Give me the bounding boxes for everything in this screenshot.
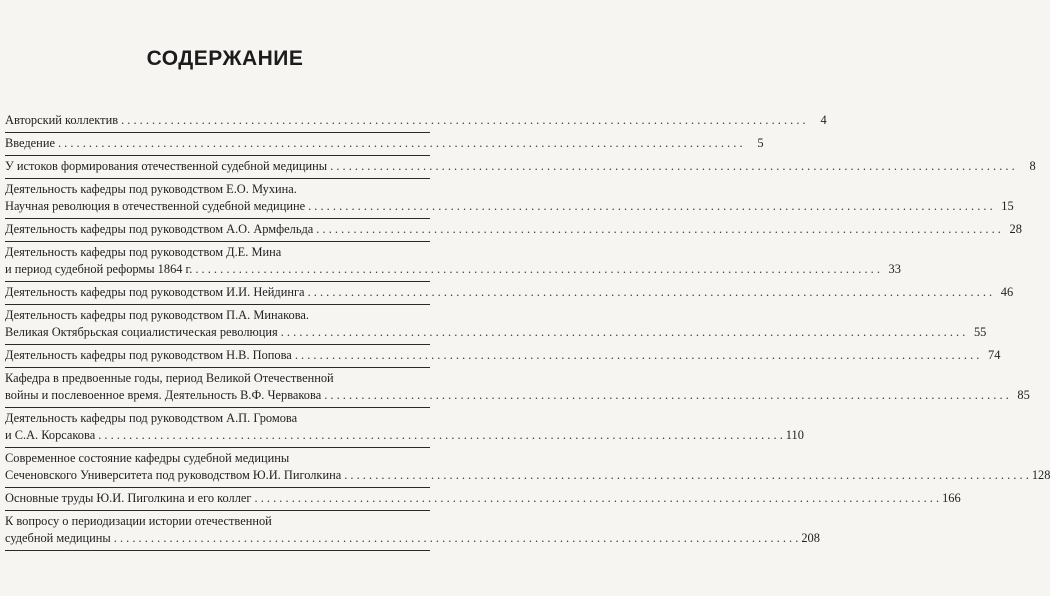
toc-entry-title: Современное состояние кафедры судебной медицины (5, 451, 290, 465)
toc-entry (5, 110, 827, 133)
toc-entry-line (5, 427, 804, 444)
toc-dot-leader (114, 530, 799, 547)
toc-dot-leader (308, 284, 993, 301)
toc-entry-line (5, 370, 430, 387)
toc-page-number: 208 (801, 531, 820, 545)
toc-entry-line (5, 198, 1014, 215)
toc-entry (5, 345, 1001, 368)
toc-entry-line (5, 513, 430, 530)
toc-page-number: 8 (1029, 159, 1036, 173)
toc-entry (5, 368, 1030, 408)
toc-dot-leader (295, 347, 980, 364)
toc-page-number: 46 (1000, 285, 1014, 299)
toc-entry-line (5, 158, 1036, 175)
toc-page-number: 74 (988, 348, 1001, 362)
toc-entry-title: Деятельность кафедры под руководством Д.Е. Мина (5, 245, 282, 259)
toc-entry (5, 179, 1014, 219)
toc-entry (5, 156, 1036, 179)
toc-dot-leader (330, 158, 1015, 175)
toc-entry-title: Деятельность кафедры под руководством П.А. Минакова. (5, 308, 309, 322)
toc-dot-leader (344, 467, 1029, 484)
toc-entry-line (5, 467, 1050, 484)
toc-entry-line (5, 530, 820, 547)
toc-page-number: 33 (888, 262, 901, 276)
toc-dot-leader (98, 427, 783, 444)
toc-entry-title: судебной медицины (5, 531, 111, 545)
toc-entry-line (5, 284, 1014, 301)
toc-entry-title: Кафедра в предвоенные годы, период Великой Отечественной (5, 371, 334, 385)
page-title: СОДЕРЖАНИЕ (146, 47, 304, 70)
toc-entry-line (5, 244, 430, 261)
toc-entry-title: Деятельность кафедры под руководством Е.О. Мухина. (5, 182, 297, 196)
toc-entry-title: Сеченовского Университета под руководством Ю.И. Пиголкина (5, 468, 342, 482)
toc-dot-leader (121, 112, 806, 129)
toc-entry-title: и С.А. Корсакова (5, 428, 96, 442)
toc-dot-leader (324, 387, 1009, 404)
toc-entry-title: и период судебной реформы 1864 г. (5, 262, 193, 276)
toc-entry-line (5, 307, 430, 324)
toc-page-number: 55 (973, 325, 987, 339)
toc-entry-title: Основные труды Ю.И. Пиголкина и его коллег (5, 491, 252, 505)
toc-dot-leader (195, 261, 880, 278)
toc-entry-title: Деятельность кафедры под руководством А.О. Армфельда (5, 222, 314, 236)
toc-entry (5, 448, 1050, 488)
toc-entry-line (5, 450, 430, 467)
toc-entry-title: Деятельность кафедры под руководством А.П. Громова (5, 411, 298, 425)
toc-entry-line (5, 112, 827, 129)
table-of-contents (5, 110, 1050, 551)
toc-page-number: 128 (1031, 468, 1050, 482)
toc-page-number: 166 (942, 491, 961, 505)
toc-entry (5, 488, 961, 511)
toc-entry-title: Введение (5, 136, 55, 150)
toc-entry (5, 282, 1014, 305)
toc-entry-line (5, 490, 961, 507)
toc-page-number: 85 (1017, 388, 1030, 402)
toc-page-number: 15 (1001, 199, 1014, 213)
toc-entry (5, 133, 764, 156)
toc-entry-title: Деятельность кафедры под руководством Н.В. Попова (5, 348, 292, 362)
toc-page-number: 110 (785, 428, 804, 442)
toc-entry (5, 219, 1022, 242)
toc-entry-title: Авторский коллектив (5, 113, 119, 127)
toc-entry-line (5, 181, 430, 198)
toc-entry-title: У истоков формирования отечественной судебной медицины (5, 159, 328, 173)
toc-entry (5, 242, 901, 282)
toc-entry-title: Великая Октябрьская социалистическая революция (5, 325, 278, 339)
toc-entry (5, 511, 820, 551)
toc-entry-line (5, 347, 1001, 364)
toc-entry-line (5, 324, 987, 341)
toc-entry-title: Научная революция в отечественной судебной медицине (5, 199, 306, 213)
toc-dot-leader (316, 221, 1001, 238)
toc-dot-leader (281, 324, 966, 341)
toc-entry-line (5, 387, 1030, 404)
toc-dot-leader (58, 135, 743, 152)
toc-entry (5, 408, 804, 448)
toc-entry-line (5, 261, 901, 278)
toc-page-number: 5 (757, 136, 764, 150)
toc-page-number: 28 (1009, 222, 1022, 236)
toc-page-number: 4 (820, 113, 827, 127)
toc-entry-title: К вопросу о периодизации истории отечественной (5, 514, 272, 528)
toc-entry-title: войны и послевоенное время. Деятельность В.Ф. Червакова (5, 388, 322, 402)
toc-entry (5, 305, 987, 345)
toc-entry-title: Деятельность кафедры под руководством И.И. Нейдинга (5, 285, 305, 299)
toc-entry-line (5, 221, 1022, 238)
toc-dot-leader (308, 198, 993, 215)
toc-entry-line (5, 135, 764, 152)
toc-dot-leader (255, 490, 940, 507)
toc-entry-line (5, 410, 430, 427)
